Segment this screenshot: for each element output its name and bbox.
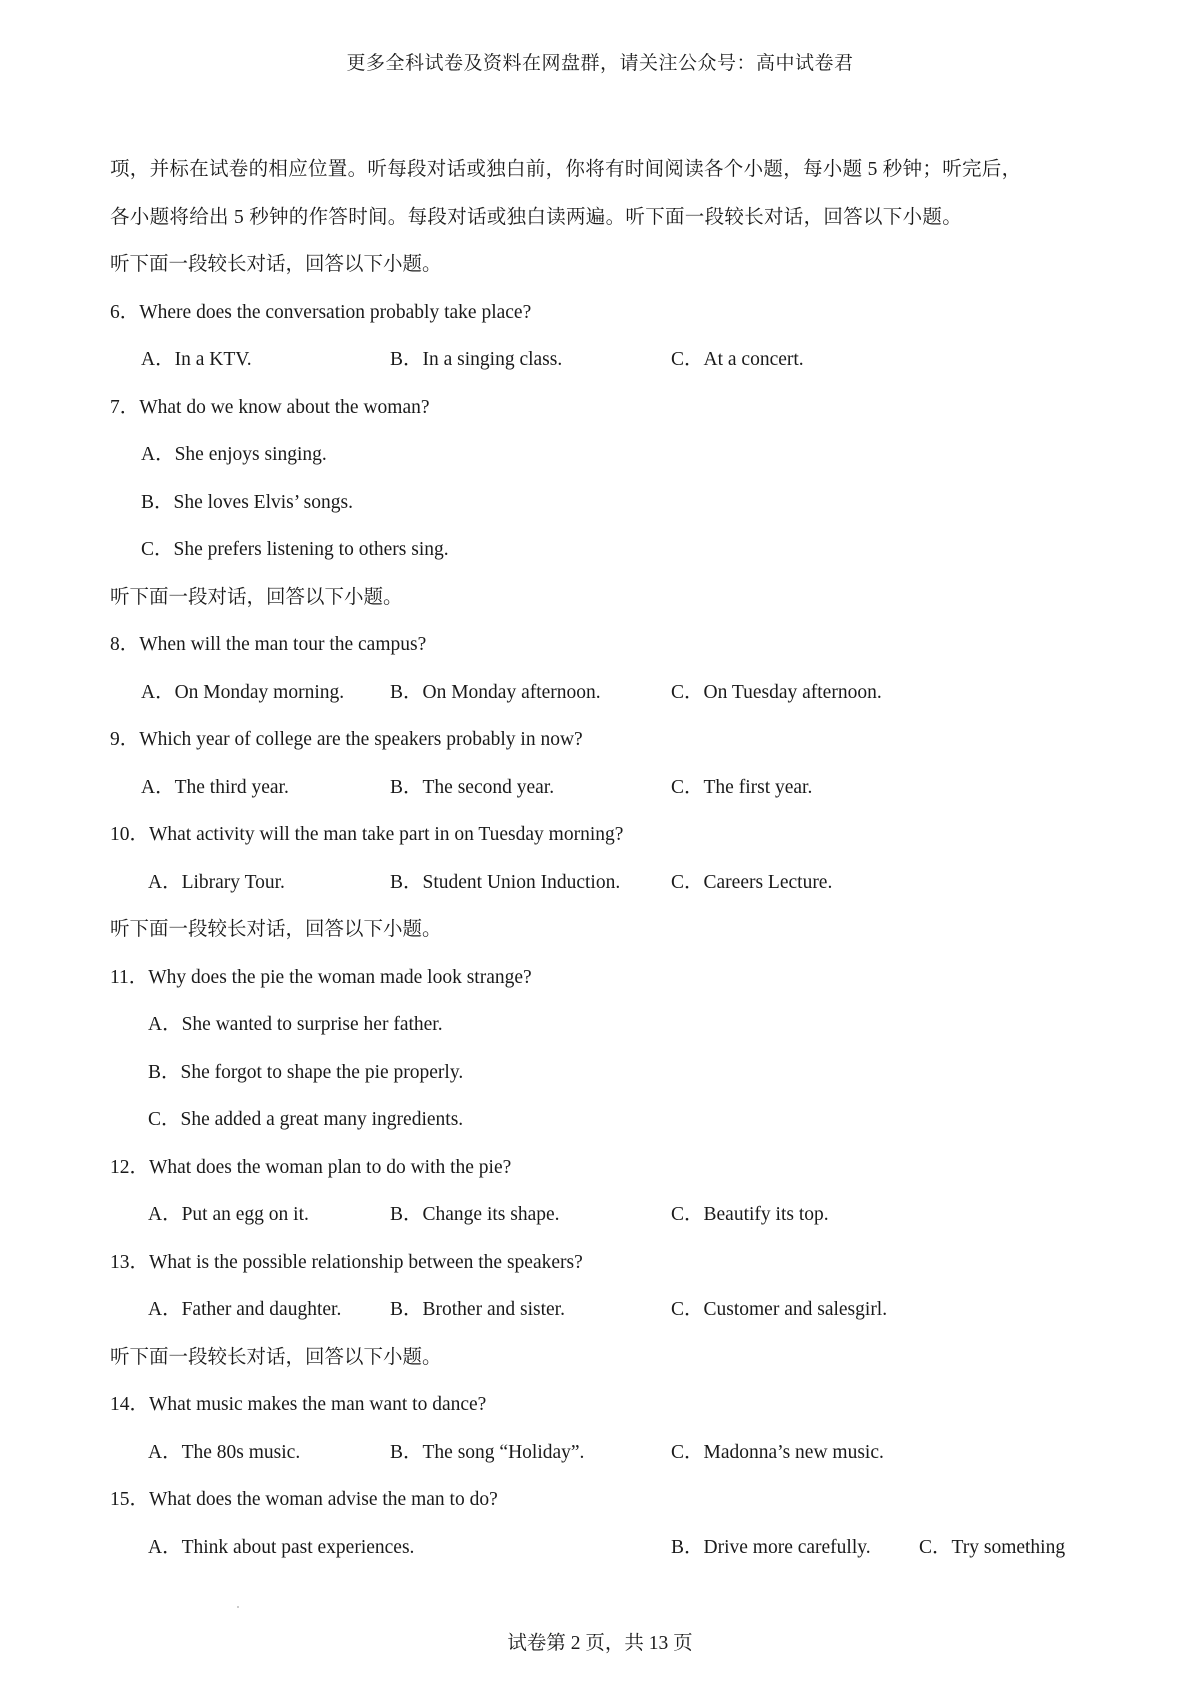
question-8-option-c: C．On Tuesday afternoon. (671, 681, 882, 703)
question-12-option-c: C．Beautify its top. (671, 1204, 829, 1225)
question-12-option-b: B．Change its shape. (390, 1204, 560, 1225)
question-10-option-c: C．Careers Lecture. (671, 871, 833, 893)
question-10-stem: 10．What activity will the man take part in on Tuesday morning? (110, 824, 624, 845)
question-9-options (110, 764, 1110, 812)
question-6-option-b: B．In a singing class. (390, 349, 563, 370)
question-15-option-c: C．Try something (919, 1536, 1066, 1558)
question-8-options (110, 669, 1110, 717)
section-instruction-2: 听下面一段对话，回答以下小题。 (110, 586, 403, 608)
question-9-option-c: C．The first year. (671, 776, 813, 798)
question-14-option-b: B．The song “Holiday”. (390, 1441, 585, 1463)
scan-speck (237, 1606, 239, 1608)
question-13-option-a: A．Father and daughter. (148, 1299, 342, 1320)
question-10-options (110, 859, 1110, 907)
question-6-option-a: A．In a KTV. (141, 349, 252, 370)
question-14-option-a: A．The 80s music. (148, 1441, 301, 1463)
question-11-stem: 11．Why does the pie the woman made look strange? (110, 966, 532, 988)
question-6-options (110, 336, 1110, 384)
question-11-option-b: B．She forgot to shape the pie properly. (148, 1061, 464, 1083)
question-8-option-b: B．On Monday afternoon. (390, 681, 601, 703)
question-7-option-c: C．She prefers listening to others sing. (141, 539, 449, 560)
section-instruction-1: 听下面一段较长对话，回答以下小题。 (110, 254, 442, 275)
question-14-option-c: C．Madonna’s new music. (671, 1441, 884, 1463)
question-9-option-b: B．The second year. (390, 776, 555, 798)
question-11-option-a: A．She wanted to surprise her father. (148, 1014, 443, 1035)
question-6-stem: 6．Where does the conversation probably take place? (110, 301, 532, 323)
intro-line-2: 各小题将给出 5 秒钟的作答时间。每段对话或独白读两遍。听下面一段较长对话，回答以下小题。 (110, 206, 963, 228)
page-footer: 试卷第 2 页，共 13 页 (507, 1633, 693, 1654)
question-13-option-b: B．Brother and sister. (390, 1299, 565, 1320)
question-15-options (110, 1524, 1110, 1572)
question-14-stem: 14．What music makes the man want to dance? (110, 1394, 487, 1415)
question-15-option-a: A．Think about past experiences. (148, 1536, 415, 1558)
intro-line-1: 项，并标在试卷的相应位置。听每段对话或独白前，你将有时间阅读各个小题，每小题 5 秒钟；听完后， (110, 159, 1022, 180)
question-6-option-c: C．At a concert. (671, 349, 804, 370)
question-15-stem: 15．What does the woman advise the man to do? (110, 1489, 498, 1510)
question-7-option-a: A．She enjoys singing. (141, 444, 327, 465)
section-instruction-3: 听下面一段较长对话，回答以下小题。 (110, 919, 442, 940)
question-13-option-c: C．Customer and salesgirl. (671, 1299, 888, 1320)
question-13-options (110, 1286, 1110, 1334)
question-9-stem: 9．Which year of college are the speakers probably in now? (110, 729, 583, 750)
question-12-stem: 12．What does the woman plan to do with the pie? (110, 1156, 512, 1178)
question-8-stem: 8．When will the man tour the campus? (110, 634, 427, 655)
question-10-option-b: B．Student Union Induction. (390, 871, 621, 893)
question-15-option-b: B．Drive more carefully. (671, 1536, 871, 1558)
section-instruction-4: 听下面一段较长对话，回答以下小题。 (110, 1346, 442, 1368)
question-12-options (110, 1191, 1110, 1239)
question-14-options (110, 1429, 1110, 1477)
question-13-stem: 13．What is the possible relationship between the speakers? (110, 1251, 583, 1273)
page-header: 更多全科试卷及资料在网盘群，请关注公众号：高中试卷君 (346, 53, 854, 74)
question-9-option-a: A．The third year. (141, 776, 289, 798)
question-10-option-a: A．Library Tour. (148, 871, 285, 893)
question-7-stem: 7．What do we know about the woman? (110, 396, 430, 418)
question-12-option-a: A．Put an egg on it. (148, 1204, 309, 1225)
question-8-option-a: A．On Monday morning. (141, 681, 345, 703)
question-7-option-b: B．She loves Elvis’ songs. (141, 491, 353, 513)
exam-content (110, 146, 1110, 1571)
question-11-option-c: C．She added a great many ingredients. (148, 1109, 464, 1130)
